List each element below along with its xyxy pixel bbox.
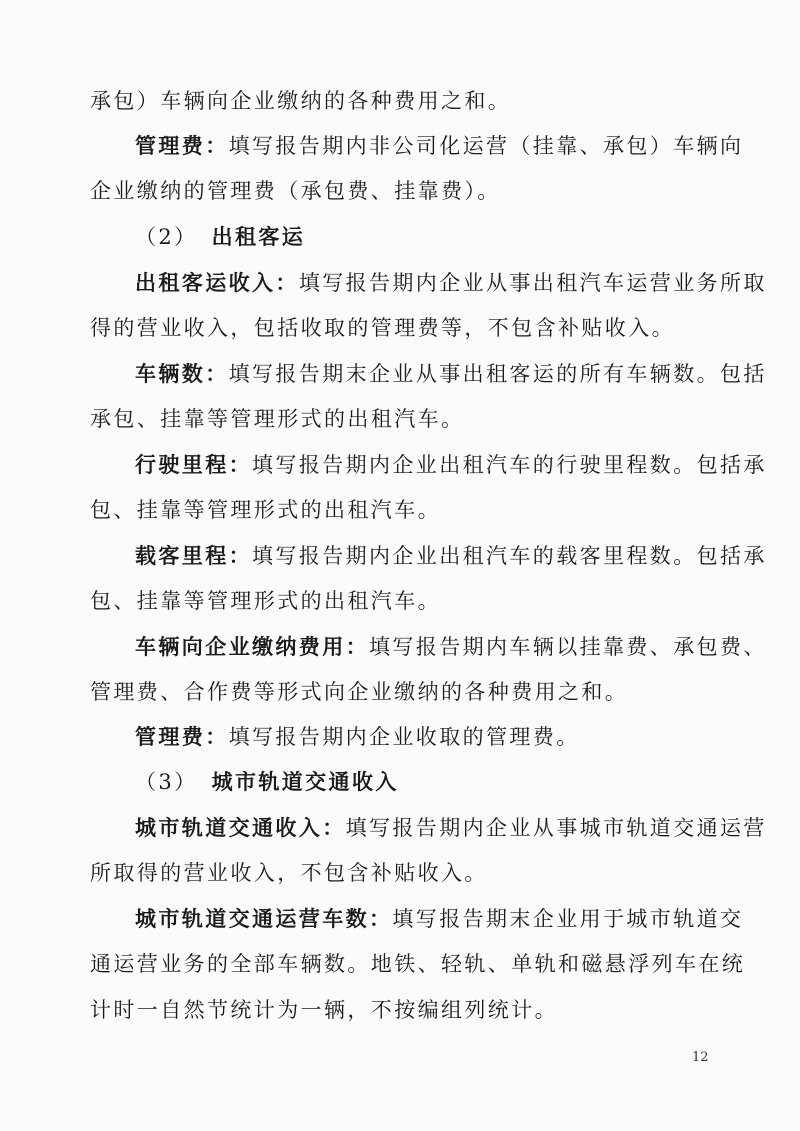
text: 填写报告期末企业用于城市轨道交: [392, 907, 744, 931]
page-number: 12: [692, 1050, 709, 1065]
text: 管理费、合作费等形式向企业缴纳的各种费用之和。: [90, 680, 629, 704]
paragraph-management-fee-cont: [90, 176, 730, 206]
paragraph-taxi-revenue-cont: [90, 313, 730, 343]
text: 填写报告期内非公司化运营（挂靠、承包）车辆向: [228, 134, 744, 158]
term-label: 管理费：: [135, 133, 229, 158]
section-heading-taxi: [135, 222, 305, 252]
paragraph-vehicle-count: [135, 359, 775, 389]
text: 填写报告期内车辆以挂靠费、承包费、: [369, 635, 767, 659]
text: 填写报告期内企业从事出租汽车运营业务所取: [298, 271, 767, 295]
paragraph-urban-rail-vehicles-cont: [90, 949, 746, 979]
term-label: 车辆向企业缴纳费用：: [135, 634, 369, 659]
paragraph-management-fee: [135, 131, 775, 161]
term-label: 管理费：: [135, 724, 229, 749]
text: 包、挂靠等管理形式的出租汽车。: [90, 498, 441, 522]
text: 企业缴纳的管理费（承包费、挂靠费）。: [90, 179, 501, 203]
paragraph-driving-mileage: [135, 450, 775, 480]
text: 包、挂靠等管理形式的出租汽车。: [90, 589, 441, 613]
paragraph-vehicle-fees-cont: [90, 677, 730, 707]
text: 填写报告期内企业出租汽车的载客里程数。包括承: [252, 544, 767, 568]
term-label: 出租客运收入：: [135, 270, 299, 295]
text: 通运营业务的全部车辆数。地铁、轻轨、单轨和磁悬浮列车在统: [90, 952, 746, 976]
text: 承包）车辆向企业缴纳的各种费用之和。: [90, 89, 512, 113]
section-title: 城市轨道交通收入: [211, 769, 399, 794]
text: 计时一自然节统计为一辆，不按编组列统计。: [90, 998, 558, 1022]
paragraph-driving-mileage-cont: [90, 495, 730, 525]
paragraph-urban-rail-vehicles: [135, 904, 775, 934]
text: 填写报告期内企业收取的管理费。: [228, 725, 580, 749]
paragraph-urban-rail-vehicles-cont2: [90, 995, 730, 1025]
paragraph-vehicle-fees: [135, 632, 775, 662]
paragraph-continuation: [90, 86, 730, 116]
text: 承包、挂靠等管理形式的出租汽车。: [90, 407, 465, 431]
section-number: （3）: [135, 770, 198, 794]
section-number: （2）: [135, 225, 198, 249]
section-title: 出租客运: [211, 224, 306, 249]
term-label: 车辆数：: [135, 361, 229, 386]
paragraph-urban-rail-revenue-cont: [90, 858, 730, 888]
paragraph-vehicle-count-cont: [90, 404, 730, 434]
paragraph-urban-rail-revenue: [135, 813, 775, 843]
paragraph-management-fee-2: [135, 722, 775, 752]
paragraph-passenger-mileage-cont: [90, 586, 730, 616]
text: 填写报告期内企业出租汽车的行驶里程数。包括承: [252, 453, 767, 477]
section-heading-urban-rail: [135, 767, 399, 797]
text: 填写报告期末企业从事出租客运的所有车辆数。包括: [228, 362, 767, 386]
text: 填写报告期内企业从事城市轨道交通运营: [345, 816, 767, 840]
paragraph-taxi-revenue: [135, 268, 775, 298]
term-label: 载客里程：: [135, 543, 252, 568]
term-label: 行驶里程：: [135, 452, 252, 477]
text: 得的营业收入，包括收取的管理费等，不包含补贴收入。: [90, 316, 675, 340]
text: 所取得的营业收入，不包含补贴收入。: [90, 861, 488, 885]
paragraph-passenger-mileage: [135, 541, 775, 571]
term-label: 城市轨道交通收入：: [135, 815, 346, 840]
term-label: 城市轨道交通运营车数：: [135, 906, 393, 931]
